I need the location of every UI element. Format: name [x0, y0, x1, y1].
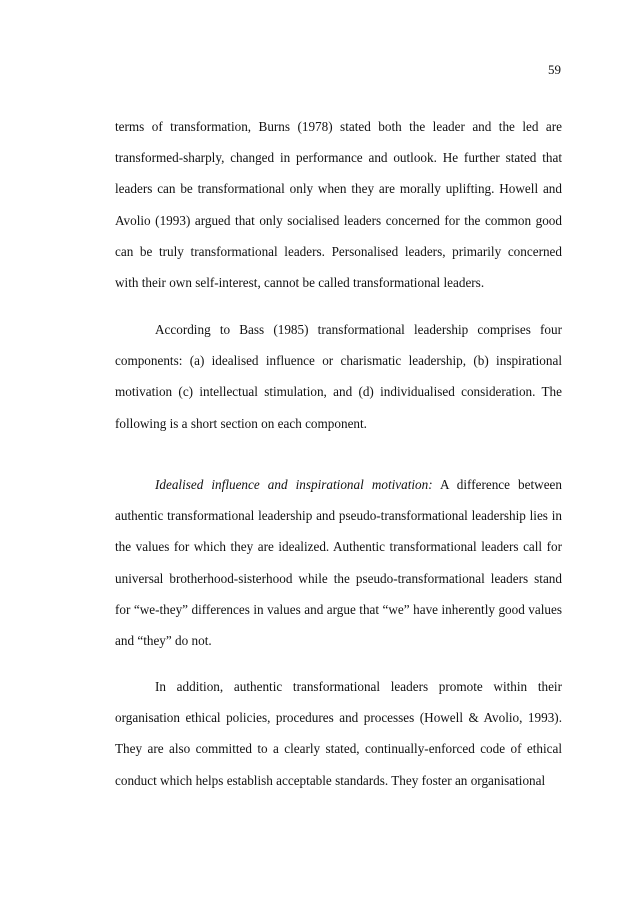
- paragraph-burns: terms of transformation, Burns (1978) stated both the leader and the led are transformed-sharply, changed in performance and outlook. He further stated that leaders can be transformational only when they are morally uplifting. Howell and Avolio (1993) argued that only socialised leaders concerned for the common good can be truly transformational leaders. Personalised leaders, primarily concerned with their own self-interest, cannot be called transformational leaders.: [115, 119, 562, 291]
- paragraph-idealised-influence-body: A difference between authentic transformational leadership and pseudo-transformational leadership lies in the values for which they are idealized. Authentic transformational leaders call for universal brotherhood-sisterhood while the pseudo-transformational leaders stand for “we-they” differences in values and argue that “we” have inherently good values and “they” do not.: [115, 477, 562, 649]
- section-heading-idealised-influence: Idealised influence and inspirational motivation:: [155, 477, 433, 492]
- paragraph-idealised-influence: [115, 469, 562, 656]
- page-number: 59: [548, 62, 561, 77]
- paragraph-bass-components: According to Bass (1985) transformational leadership comprises four components: (a) idealised influence or charismatic leadership, (b) inspirational motivation (c) intellectual stimulation, and (d) individualised consideration. The following is a short section on each component.: [115, 322, 562, 431]
- paragraph-ethical-policies: In addition, authentic transformational leaders promote within their organisation ethical policies, procedures and processes (Howell & Avolio, 1993). They are also committed to a clearly stated, continually-enforced code of ethical conduct which helps establish acceptable standards. They foster an organisational: [115, 679, 562, 788]
